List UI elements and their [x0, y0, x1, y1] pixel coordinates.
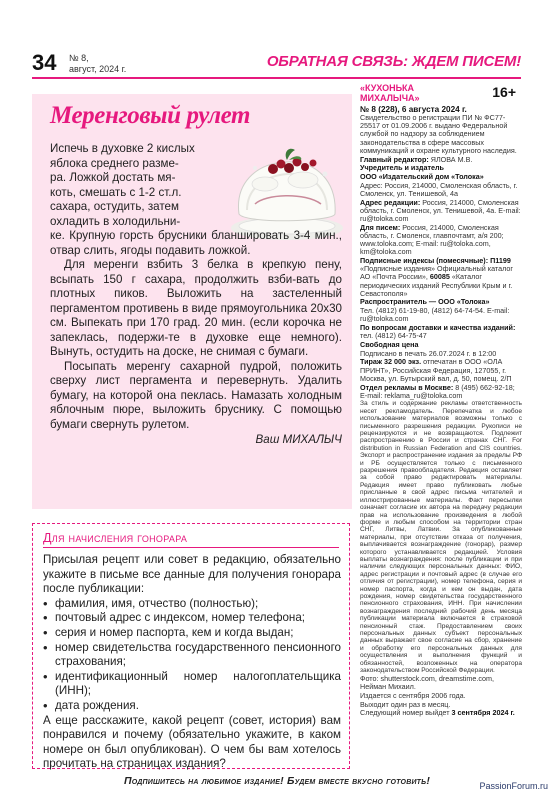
recipe-text — [50, 142, 342, 448]
distributor-name: ООО «Толока» — [438, 297, 490, 307]
letters-value: Россия, 214000, Смоленская область, г. Смоленск, главпочтамт, а/я 200; www.toloka.com; E-mail: ru@toloka.com, km@toloka.com — [360, 222, 504, 257]
legal-notice: За стиль и содержание рекламы ответственность несет рекламодатель. Перепечатка и любое использование материалов возможны только с письменного разрешения редакции. Рукописи не рецензируются и не возвращаются. Подлежит распространению в России и странах СНГ. For distribution in Russian Federation and CIS countries. Экспорт и распространение издания за пределы РФ и РБ осуществляется только с письменного разрешения правообладателя. Редакция оставляет за собой право редактировать материалы. Редакция имеет право публиковать любые присланные в свой адрес письма читателей и иллюстрированные материалы. Факт пересылки означает согласие их автора на передачу редакции прав на использование произведения в любой форме и любым способом на территории стран СНГ, Литвы, Латвии. За опубликованные материалы, при отсутствии отказа от получения, выплачивается вознаграждение (гонорар), размер которого устанавливается редакцией. Условия выплаты вознаграждения: после публикации и при наличии следующих персональных данных: ФИО, адрес регистрации и почтовый адрес (в случае его отличия от регистрации), номер телефона, серия и номер паспорта, когда и кем он выдан, дата рождения, номер свидетельства государственного пенсионного страхования, ИНН. При начислении вознаграждения последний рабочий день месяца публикации материала включается в страховой пенсионный стаж. Предоставлением своих персональных данных субъект персональных данных выражает свое согласие на сбор, хранение и обработку его персональных данных для осуществления и выполнения функций и обязанностей, возложенных на оператора законодательством Российской Федерации. — [360, 400, 522, 675]
index-value: «Подписные издания» Официальный каталог АО «Почта России», — [360, 264, 514, 282]
age-rating: 16+ — [492, 84, 516, 100]
photo-credits: Фото: shutterstock.com, dreamstime.com, Нейман Михаил. — [360, 673, 494, 692]
fee-info-box — [32, 523, 350, 769]
watermark: PassionForum.ru — [479, 781, 548, 791]
published-since: Издается с сентября 2006 года. — [360, 690, 466, 700]
index2-value: «Каталог периодических изданий Республики Крым и г. Севастополя» — [360, 272, 513, 298]
list-item: • фамилия, имя, отчество (полностью); — [43, 597, 341, 612]
page-number: 34 — [32, 50, 57, 75]
magazine-name-line: МИХАЛЫЧА» — [360, 92, 420, 103]
print-run — [360, 358, 522, 383]
distributor-contacts: Тел. (4812) 61-19-80, (4812) 64-74-54. E-mail: ru@toloka.com — [360, 306, 510, 324]
next-issue-label: Следующий номер выйдет — [360, 708, 450, 718]
editor-label: Главный редактор: — [360, 154, 429, 164]
editorial-address-label: Адрес редакции: — [360, 197, 421, 207]
fee-title: Для начисления гонорара — [43, 531, 188, 545]
print-run-value: отпечатан в ООО «ОЛА ПРИНТ», Российская Федерация, 127055, г. Москва, ул. Бутырский вал, д. 50, помещ. 2/П — [360, 357, 512, 383]
recipe-box — [32, 94, 352, 509]
recipe-signature: Ваш МИХАЛЫЧ — [255, 433, 342, 446]
quality-value: тел. (4812) 64-75-47 — [360, 331, 427, 341]
recipe-line: сахара, остудить, затем — [50, 200, 179, 213]
imprint-column — [360, 84, 522, 718]
index-label: Подписные индексы (помесячные): П1199 — [360, 255, 511, 265]
fee-list — [43, 597, 341, 714]
ads-label: Отдел рекламы в Москве: — [360, 382, 454, 392]
fee-intro: Присылая рецепт или совет в редакцию, обязательно укажите в письме все данные для получения гонорара после публикации: — [43, 553, 341, 596]
recipe-title: Меренговый рулет — [50, 102, 251, 129]
registration: Свидетельство о регистрации ПИ № ФС77-25517 от 01.09.2006 г. выдано Федеральной службой по надзору за соблюдением законодательства в сфере массовых коммуникаций и охране культурного наследия. — [360, 113, 517, 155]
imprint-issue: № 8 (228), 6 августа 2024 г. — [360, 104, 467, 114]
list-item: • идентификационный номер налогоплательщика (ИНН); — [43, 670, 341, 699]
editorial-address — [360, 199, 522, 224]
letters-address — [360, 224, 522, 257]
quality-label: По вопросам доставки и качества изданий: — [360, 323, 516, 333]
frequency: Выходит один раз в месяц. — [360, 699, 451, 709]
recipe-line: Испечь в духовке 2 кислых — [50, 142, 195, 155]
price: Свободная цена — [360, 339, 419, 349]
recipe-paragraph: Посыпать меренгу сахарной пудрой, положить сверху лист пергамента и перевернуть. Удалить бумагу, на которой она пеклась. Намазать холодным яблочным пюре, выложить бруснику. С помощью бумаги свернуть рулетом. — [50, 359, 342, 431]
magazine-title-row — [360, 84, 522, 104]
editorial-address-value: Россия, 214000, Смоленская область, г. Смоленск, ул. Тенишевой, 4а. E-mail: ru@toloka.com — [360, 197, 521, 223]
letters-label: Для писем: — [360, 222, 401, 232]
magazine-name — [360, 84, 420, 103]
print-run-label: Тираж 32 000 экз. — [360, 357, 422, 367]
ads-department — [360, 384, 522, 400]
section-title: ОБРАТНАЯ СВЯЗЬ: ЖДЕМ ПИСЕМ! — [266, 53, 521, 70]
list-item: • серия и номер паспорта, кем и когда выдан; — [43, 626, 341, 641]
distributor-label: Распространитель — — [360, 297, 437, 307]
recipe-paragraph: Для меренги взбить 3 белка в крепкую пену, всыпать 150 г сахара, продолжить взби-вать до плотных пиков. Выложить на застеленный пергаментом противень в виде прямоугольника 20х30 см. Выпекать при 170 град. 20 мин. (если корочка не запеклась, подержи-те в духовке еще немного). Вынуть, остудить на доске, не снимая с бумаги. — [50, 258, 342, 358]
list-item: • почтовый адрес с индексом, номер телефона; — [43, 611, 341, 626]
header-divider — [32, 77, 521, 79]
page-header — [0, 0, 554, 85]
issue-date: август, 2024 г. — [69, 64, 127, 74]
fee-outro: А еще расскажите, какой рецепт (совет, история) вам понравился и почему (обязательно укажите, в каком номере он был опубликован). О чем бы вам хотелось прочитать на страницах издания? — [43, 713, 341, 771]
ads-value: 8 (495) 662-92-18; E-mail: reklama_ru@toloka.com — [360, 382, 515, 400]
footer-slogan: Подпишитесь на любимое издание! Будем вместе вкусно готовить! — [123, 775, 431, 787]
quality-contact — [360, 324, 522, 340]
issue-number: № 8, — [69, 53, 89, 63]
founder-name: ООО «Издательский дом «Толока» — [360, 171, 484, 181]
recipe-line: охладить в холодильни- — [50, 214, 181, 228]
signed-to-print: Подписано в печать 26.07.2024 г. в 12:00 — [360, 348, 497, 358]
editor-name: ЯЛОВА М.В. — [430, 154, 473, 164]
recipe-line: коть, смешать с 1-2 ст.л. — [50, 185, 182, 199]
subscription-index — [360, 257, 522, 298]
founder-label: Учредитель и издатель — [360, 163, 444, 173]
fee-text — [43, 553, 341, 772]
magazine-name-line: «КУХОНЬКА — [360, 83, 415, 93]
recipe-paragraph: ке. Крупную горсть брусники бланшировать 3-4 мин., отвар слить, ягоды подавить ложкой. — [50, 229, 342, 257]
list-item: • номер свидетельства государственного пенсионного страхования; — [43, 641, 341, 670]
founder-address: Адрес: Россия, 214000, Смоленская область, г. Смоленск, ул. Тенишевой, 4а — [360, 180, 518, 198]
next-issue — [360, 709, 522, 717]
fee-title-underline — [43, 547, 339, 548]
recipe-line: яблока среднего разме- — [50, 156, 179, 170]
issue-info — [69, 53, 126, 75]
recipe-line: ра. Ложкой достать мя- — [50, 171, 176, 184]
next-issue-date: 3 сентября 2024 г. — [451, 708, 515, 718]
index2-label: 60085 — [429, 272, 450, 282]
list-item: • дата рождения. — [43, 699, 341, 714]
